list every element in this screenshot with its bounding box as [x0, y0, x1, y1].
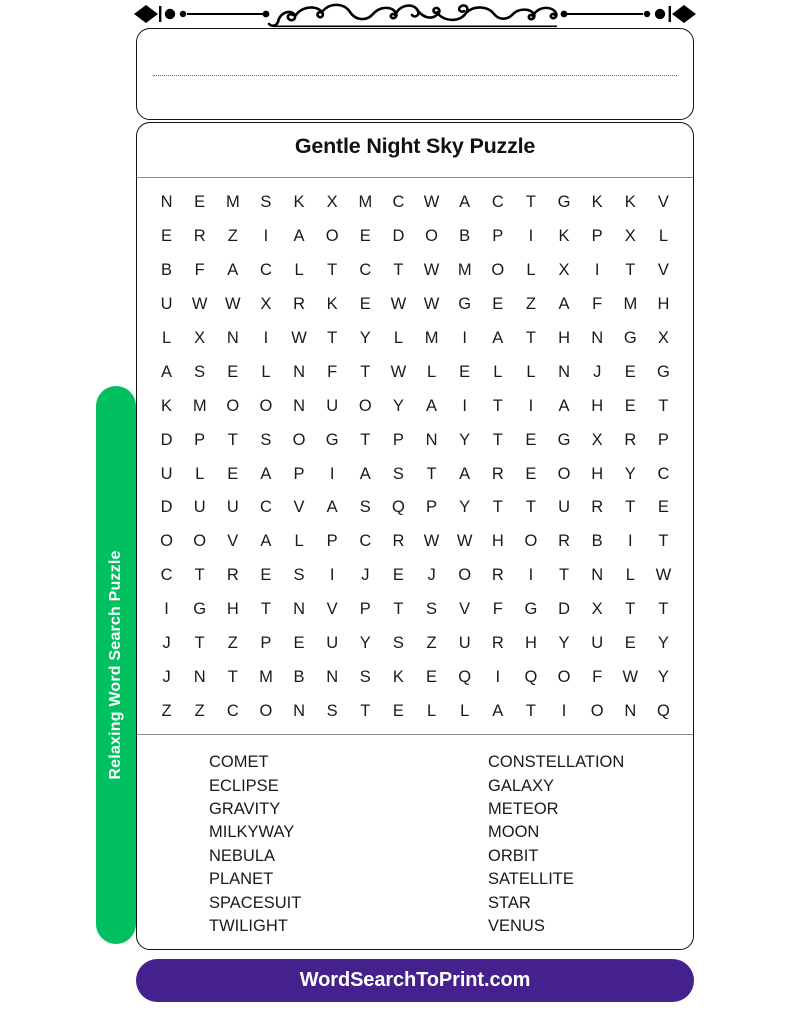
grid-cell[interactable]: T — [492, 396, 503, 415]
grid-cell[interactable]: Z — [227, 634, 238, 653]
grid-cell[interactable]: S — [194, 362, 206, 381]
grid-cell[interactable]: X — [657, 329, 669, 347]
grid-cell[interactable]: K — [624, 193, 636, 212]
grid-cell[interactable]: T — [525, 329, 536, 347]
word-list-column-2 — [414, 751, 693, 949]
grid-cell[interactable]: O — [325, 227, 339, 246]
grid-cell[interactable]: J — [593, 362, 602, 381]
grid-cell[interactable]: N — [624, 701, 637, 720]
grid-cell[interactable]: O — [524, 532, 538, 551]
grid-cell[interactable]: V — [657, 193, 669, 212]
grid-cell[interactable]: I — [462, 329, 467, 347]
grid-cell[interactable]: J — [427, 566, 436, 585]
grid-cell[interactable]: T — [525, 701, 536, 720]
grid-cell[interactable]: Y — [459, 430, 471, 449]
grid-cell[interactable]: T — [393, 261, 404, 280]
grid-cell[interactable]: O — [226, 396, 240, 415]
grid-cell[interactable]: G — [623, 329, 637, 347]
grid-cell[interactable]: I — [594, 261, 600, 280]
grid-cell[interactable]: K — [591, 193, 603, 212]
grid-cell[interactable]: T — [194, 566, 205, 585]
grid-cell[interactable]: R — [226, 566, 239, 585]
grid-cell[interactable]: T — [525, 193, 536, 212]
grid-cell[interactable]: A — [492, 701, 504, 720]
grid-cell[interactable]: L — [261, 362, 271, 381]
grid-cell[interactable]: E — [359, 227, 371, 246]
grid-cell[interactable]: Z — [161, 701, 172, 720]
grid-cell[interactable]: Q — [458, 667, 472, 686]
grid-cell[interactable]: O — [557, 667, 571, 686]
grid-cell[interactable]: B — [459, 227, 471, 246]
grid-cell[interactable]: T — [327, 329, 338, 347]
grid-cell[interactable]: I — [329, 566, 335, 585]
grid-cell[interactable]: K — [558, 227, 570, 246]
grid-cell[interactable]: N — [226, 329, 239, 347]
grid-cell[interactable]: M — [457, 261, 472, 280]
grid-cell[interactable]: U — [326, 634, 339, 653]
grid-cell[interactable]: T — [625, 498, 636, 517]
puzzle-title: Gentle Night Sky Puzzle — [294, 134, 536, 158]
grid-cell[interactable]: L — [658, 227, 669, 246]
name-box[interactable] — [136, 28, 694, 120]
grid-cell[interactable]: G — [557, 430, 571, 449]
grid-cell[interactable]: I — [528, 396, 534, 415]
grid-cell[interactable]: V — [227, 532, 239, 551]
grid-cell[interactable]: X — [260, 295, 272, 314]
grid-cell[interactable]: K — [293, 193, 305, 212]
grid-cell[interactable]: G — [325, 430, 339, 449]
word-list-item[interactable]: SPACESUIT — [209, 893, 302, 912]
grid-cell[interactable]: M — [192, 396, 207, 415]
grid-cell[interactable]: Z — [426, 634, 437, 653]
grid-cell[interactable]: T — [360, 430, 371, 449]
grid-cell[interactable]: I — [495, 667, 501, 686]
grid-cell[interactable]: Y — [459, 498, 471, 517]
grid-cell[interactable]: E — [459, 362, 471, 381]
grid-cell[interactable]: L — [526, 261, 536, 280]
grid-cell[interactable]: U — [591, 634, 604, 653]
grid-cell[interactable]: F — [592, 295, 603, 314]
grid-cell[interactable]: E — [657, 498, 669, 517]
grid-cell[interactable]: S — [359, 667, 371, 686]
grid-cell[interactable]: W — [390, 362, 407, 381]
grid-cell[interactable]: W — [622, 667, 639, 686]
name-dotted-line — [153, 75, 677, 76]
grid-cell[interactable]: E — [293, 634, 305, 653]
grid-cell[interactable]: R — [293, 295, 306, 314]
grid-cell[interactable]: T — [327, 261, 338, 280]
puzzle-card — [136, 122, 694, 950]
grid-cell[interactable]: P — [591, 227, 603, 246]
grid-cell[interactable]: E — [260, 566, 272, 585]
grid-cell[interactable]: E — [359, 295, 371, 314]
grid-cell[interactable]: L — [526, 362, 536, 381]
grid-cell[interactable]: W — [225, 295, 241, 314]
grid-cell[interactable]: V — [326, 600, 338, 619]
grid-cell[interactable]: C — [160, 566, 173, 585]
grid-cell[interactable]: V — [657, 261, 669, 280]
grid-cell[interactable]: I — [164, 600, 169, 619]
grid-cell[interactable]: T — [227, 667, 238, 686]
grid-cell[interactable]: I — [561, 701, 567, 720]
grid-cell[interactable]: L — [393, 329, 404, 347]
grid-cell[interactable]: D — [160, 498, 173, 517]
grid-cell[interactable]: Q — [524, 667, 538, 686]
grid-cell[interactable]: E — [525, 430, 537, 449]
grid-cell[interactable]: Y — [657, 667, 669, 686]
grid-cell[interactable]: T — [525, 498, 536, 517]
word-list-item[interactable]: MILKYWAY — [209, 823, 295, 842]
grid-cell[interactable]: Q — [392, 498, 405, 517]
grid-cell[interactable]: C — [392, 193, 405, 212]
word-list-column-1 — [137, 751, 414, 949]
grid-cell[interactable]: H — [226, 600, 239, 619]
grid-cell[interactable]: T — [559, 566, 570, 585]
grid-cell[interactable]: E — [194, 193, 206, 212]
grid-cell[interactable]: A — [558, 295, 570, 314]
grid-cell[interactable]: R — [491, 464, 504, 483]
grid-cell[interactable]: T — [260, 600, 271, 619]
grid-cell[interactable]: M — [225, 193, 240, 212]
grid-cell[interactable]: O — [259, 396, 273, 415]
grid-cell[interactable]: H — [591, 396, 604, 415]
letter-grid — [150, 186, 680, 728]
grid-cell[interactable]: W — [191, 295, 208, 314]
grid-cell[interactable]: W — [423, 193, 440, 212]
grid-cell[interactable]: C — [259, 498, 272, 517]
grid-cell[interactable]: A — [459, 464, 471, 483]
grid-cell[interactable]: A — [260, 464, 272, 483]
footer-website-label: WordSearchToPrint.com — [299, 969, 531, 991]
grid-cell[interactable]: G — [557, 193, 571, 212]
grid-cell[interactable]: E — [227, 464, 239, 483]
grid-cell[interactable]: E — [227, 362, 239, 381]
grid-cell[interactable]: T — [360, 362, 371, 381]
grid-cell[interactable]: D — [160, 430, 173, 449]
grid-cell[interactable]: D — [392, 227, 405, 246]
grid-cell[interactable]: Z — [227, 227, 238, 246]
grid-cell[interactable]: R — [392, 532, 405, 551]
grid-cell[interactable]: I — [329, 464, 335, 483]
grid-cell[interactable]: O — [292, 430, 306, 449]
grid-cell[interactable]: A — [459, 193, 471, 212]
grid-cell[interactable]: E — [624, 396, 636, 415]
grid-cell[interactable]: O — [425, 227, 438, 246]
grid-cell[interactable]: O — [491, 261, 505, 280]
grid-cell[interactable]: N — [425, 430, 438, 449]
grid-cell[interactable]: J — [162, 667, 171, 686]
grid-cell[interactable]: T — [360, 701, 371, 720]
grid-cell[interactable]: F — [492, 600, 503, 619]
grid-cell[interactable]: R — [491, 634, 504, 653]
grid-cell[interactable]: F — [592, 667, 603, 686]
grid-cell[interactable]: Y — [359, 329, 371, 347]
grid-cell[interactable]: S — [260, 430, 272, 449]
grid-cell[interactable]: J — [162, 634, 171, 653]
word-list — [137, 735, 693, 949]
letter-grid-container — [137, 178, 693, 734]
grid-cell[interactable]: P — [260, 634, 272, 653]
grid-cell[interactable]: N — [293, 600, 306, 619]
grid-cell[interactable]: O — [458, 566, 472, 585]
grid-cell[interactable]: U — [458, 634, 471, 653]
grid-cell[interactable]: L — [426, 701, 437, 720]
grid-cell[interactable]: W — [291, 329, 307, 347]
grid-cell[interactable]: T — [658, 396, 669, 415]
grid-cell[interactable]: V — [293, 498, 305, 517]
grid-cell[interactable]: A — [326, 498, 338, 517]
grid-cell[interactable]: P — [492, 227, 504, 246]
grid-cell[interactable]: S — [392, 464, 404, 483]
grid-cell[interactable]: I — [263, 329, 269, 347]
grid-cell[interactable]: U — [193, 498, 206, 517]
grid-cell[interactable]: N — [293, 701, 306, 720]
word-list-item[interactable]: METEOR — [488, 800, 559, 819]
grid-cell[interactable]: M — [259, 667, 273, 686]
grid-cell[interactable]: N — [293, 362, 306, 381]
grid-cell[interactable]: X — [326, 193, 338, 212]
grid-cell[interactable]: P — [657, 430, 669, 449]
grid-cell[interactable]: R — [491, 566, 504, 585]
grid-cell[interactable]: P — [392, 430, 404, 449]
footer-bar[interactable] — [136, 959, 694, 1002]
grid-cell[interactable]: N — [160, 193, 173, 212]
grid-cell[interactable]: W — [423, 532, 440, 551]
grid-cell[interactable]: Q — [657, 701, 670, 720]
grid-cell[interactable]: C — [359, 532, 372, 551]
grid-cell[interactable]: S — [426, 600, 438, 619]
grid-cell[interactable]: V — [459, 600, 471, 619]
grid-cell[interactable]: U — [226, 498, 239, 517]
grid-cell[interactable]: U — [160, 295, 173, 314]
word-list-item[interactable]: MOON — [488, 823, 540, 842]
grid-cell[interactable]: L — [460, 701, 470, 720]
grid-cell[interactable]: O — [193, 532, 207, 551]
grid-cell[interactable]: E — [392, 566, 404, 585]
grid-cell[interactable]: Z — [194, 701, 205, 720]
grid-cell[interactable]: M — [358, 193, 373, 212]
grid-cell[interactable]: S — [293, 566, 305, 585]
word-list-item[interactable]: SATELLITE — [488, 870, 574, 889]
grid-cell[interactable]: N — [591, 329, 604, 347]
grid-cell[interactable]: W — [423, 261, 440, 280]
grid-cell[interactable]: T — [625, 600, 636, 619]
grid-cell[interactable]: H — [657, 295, 670, 314]
grid-cell[interactable]: G — [524, 600, 538, 619]
grid-cell[interactable]: T — [492, 430, 503, 449]
grid-cell[interactable]: E — [525, 464, 537, 483]
grid-cell[interactable]: W — [655, 566, 672, 585]
grid-cell[interactable]: I — [628, 532, 633, 551]
word-list-item[interactable]: ORBIT — [488, 846, 539, 865]
grid-cell[interactable]: A — [161, 362, 173, 381]
grid-cell[interactable]: I — [528, 566, 534, 585]
word-list-item[interactable]: VENUS — [488, 917, 545, 936]
grid-cell[interactable]: Y — [392, 396, 404, 415]
word-list-item[interactable]: GALAXY — [488, 776, 555, 795]
grid-cell[interactable]: E — [492, 295, 504, 314]
grid-cell[interactable]: E — [161, 227, 173, 246]
grid-cell[interactable]: E — [426, 667, 438, 686]
word-list-item[interactable]: COMET — [209, 753, 269, 772]
grid-cell[interactable]: X — [194, 329, 206, 347]
grid-cell[interactable]: N — [193, 667, 206, 686]
grid-cell[interactable]: U — [558, 498, 571, 517]
grid-cell[interactable]: H — [491, 532, 504, 551]
word-list-item[interactable]: TWILIGHT — [209, 917, 288, 936]
grid-cell[interactable]: K — [392, 667, 404, 686]
grid-cell[interactable]: N — [558, 362, 571, 381]
grid-cell[interactable]: L — [195, 464, 205, 483]
grid-cell[interactable]: X — [591, 600, 603, 619]
grid-cell[interactable]: L — [625, 566, 635, 585]
grid-cell[interactable]: Y — [558, 634, 570, 653]
grid-cell[interactable]: X — [591, 430, 603, 449]
grid-cell[interactable]: B — [293, 667, 305, 686]
grid-cell[interactable]: L — [294, 532, 304, 551]
grid-cell[interactable]: K — [326, 295, 338, 314]
header-ornament — [130, 0, 700, 30]
grid-cell[interactable]: M — [623, 295, 638, 314]
grid-cell[interactable]: J — [361, 566, 370, 585]
grid-cell[interactable]: S — [392, 634, 404, 653]
grid-cell[interactable]: C — [491, 193, 504, 212]
grid-cell[interactable]: A — [426, 396, 438, 415]
grid-cell[interactable]: A — [492, 329, 504, 347]
grid-cell[interactable]: D — [558, 600, 571, 619]
word-list-item[interactable]: STAR — [488, 893, 531, 912]
grid-cell[interactable]: R — [558, 532, 571, 551]
word-list-item[interactable]: GRAVITY — [209, 800, 281, 819]
grid-cell[interactable]: A — [260, 532, 272, 551]
grid-cell[interactable]: I — [263, 227, 269, 246]
grid-cell[interactable]: P — [426, 498, 438, 517]
grid-cell[interactable]: T — [492, 498, 503, 517]
word-list-item[interactable]: CONSTELLATION — [488, 753, 625, 772]
grid-cell[interactable]: T — [426, 464, 437, 483]
word-list-item[interactable]: PLANET — [209, 870, 274, 889]
grid-cell[interactable]: S — [260, 193, 272, 212]
grid-cell[interactable]: T — [194, 634, 205, 653]
grid-cell[interactable]: S — [326, 701, 338, 720]
grid-cell[interactable]: E — [392, 701, 404, 720]
grid-cell[interactable]: L — [161, 329, 172, 347]
grid-cell[interactable]: U — [326, 396, 339, 415]
side-tab-label: Relaxing Word Search Puzzle — [107, 550, 124, 780]
grid-cell[interactable]: N — [293, 396, 306, 415]
grid-cell[interactable]: F — [327, 362, 338, 381]
grid-cell[interactable]: A — [558, 396, 570, 415]
grid-cell[interactable]: X — [558, 261, 570, 280]
grid-cell[interactable]: T — [393, 600, 404, 619]
grid-cell[interactable]: S — [359, 498, 371, 517]
grid-cell[interactable]: R — [193, 227, 206, 246]
grid-cell[interactable]: P — [194, 430, 206, 449]
grid-cell[interactable]: L — [493, 362, 503, 381]
grid-cell[interactable]: E — [624, 634, 636, 653]
grid-cell[interactable]: H — [524, 634, 537, 653]
grid-cell[interactable]: P — [326, 532, 338, 551]
grid-cell[interactable]: B — [161, 261, 173, 280]
grid-cell[interactable]: C — [657, 464, 670, 483]
grid-cell[interactable]: U — [160, 464, 173, 483]
grid-cell[interactable]: R — [624, 430, 637, 449]
grid-cell[interactable]: O — [259, 701, 273, 720]
grid-cell[interactable]: H — [591, 464, 604, 483]
grid-cell[interactable]: G — [193, 600, 207, 619]
grid-cell[interactable]: W — [456, 532, 473, 551]
grid-cell[interactable]: Y — [359, 634, 371, 653]
grid-cell[interactable]: T — [658, 532, 669, 551]
grid-cell[interactable]: N — [326, 667, 339, 686]
grid-cell[interactable]: E — [624, 362, 636, 381]
grid-cell[interactable]: R — [591, 498, 604, 517]
grid-cell[interactable]: Z — [525, 295, 536, 314]
grid-cell[interactable]: O — [160, 532, 173, 551]
grid-cell[interactable]: L — [426, 362, 437, 381]
grid-cell[interactable]: L — [294, 261, 304, 280]
grid-cell[interactable]: N — [591, 566, 604, 585]
grid-cell[interactable]: I — [462, 396, 467, 415]
side-tab — [96, 386, 136, 944]
grid-cell[interactable]: A — [227, 261, 239, 280]
grid-cell[interactable]: G — [458, 295, 472, 314]
grid-cell[interactable]: T — [227, 430, 238, 449]
grid-cell[interactable]: X — [624, 227, 636, 246]
grid-cell[interactable]: O — [358, 396, 372, 415]
grid-cell[interactable]: W — [390, 295, 407, 314]
grid-cell[interactable]: A — [293, 227, 305, 246]
grid-cell[interactable]: Y — [657, 634, 669, 653]
grid-cell[interactable]: O — [590, 701, 604, 720]
grid-cell[interactable]: M — [424, 329, 439, 347]
grid-cell[interactable]: C — [226, 701, 239, 720]
grid-cell[interactable]: P — [359, 600, 371, 619]
grid-cell[interactable]: G — [657, 362, 670, 381]
grid-cell[interactable]: P — [293, 464, 305, 483]
word-list-item[interactable]: ECLIPSE — [209, 776, 279, 795]
grid-cell[interactable]: W — [423, 295, 440, 314]
grid-cell[interactable]: C — [359, 261, 372, 280]
grid-cell[interactable]: T — [658, 600, 669, 619]
grid-cell[interactable]: T — [625, 261, 636, 280]
grid-cell[interactable]: O — [557, 464, 571, 483]
grid-cell[interactable]: B — [591, 532, 603, 551]
grid-cell[interactable]: A — [359, 464, 371, 483]
grid-cell[interactable]: C — [259, 261, 272, 280]
grid-cell[interactable]: F — [194, 261, 205, 280]
grid-cell[interactable]: I — [528, 227, 534, 246]
grid-cell[interactable]: K — [161, 396, 173, 415]
grid-cell[interactable]: H — [558, 329, 571, 347]
grid-cell[interactable]: Y — [624, 464, 636, 483]
word-list-item[interactable]: NEBULA — [209, 846, 276, 865]
